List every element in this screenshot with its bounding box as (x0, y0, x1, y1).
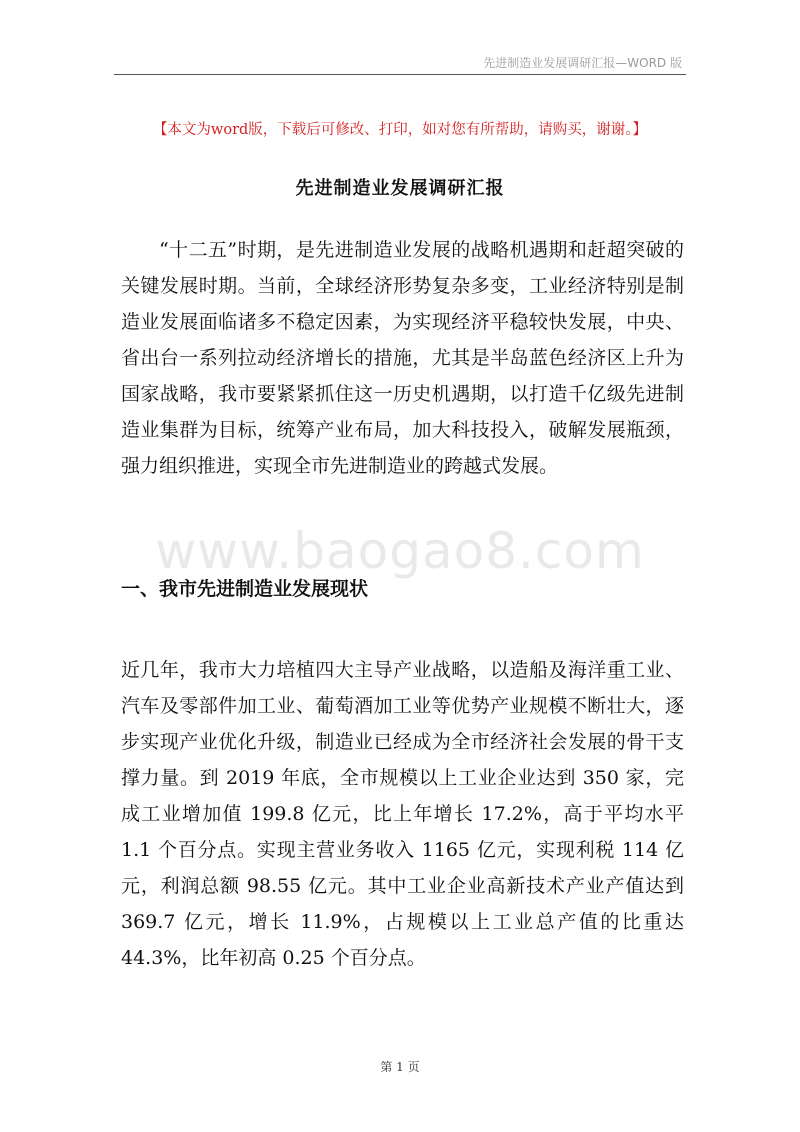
download-notice: 【本文为word版，下载后可修改、打印，如对您有所帮助，请购买，谢谢。】 (152, 122, 648, 138)
watermark: www.baogao8.com (155, 522, 645, 580)
section-heading: 一、我市先进制造业发展现状 (121, 578, 369, 600)
status-paragraph: 近几年，我市大力培植四大主导产业战略，以造船及海洋重工业、汽车及零部件加工业、葡萄酒加工业等优势产业规模不断壮大，逐步实现产业优化升级，制造业已经成为全市经济社会发展的骨干支撑力量。到 2019 年底，全市规模以上工业企业达到 350 家，完成工业增加值 199.8 亿元，比上年增长 17.2%，高于平均水平 1.1 个百分点。实现主营业务收入 1165 亿元，实现利税 114 亿元，利润总额 98.55 亿元。其中工业企业高新技术产业产值达到 369.7 亿元，增长 11.9%，占规模以上工业总产值的比重达 44.3%，比年初高 0.25 个百分点。 (121, 659, 684, 969)
running-header: 先进制造业发展调研汇报—WORD 版 (483, 56, 682, 70)
page-number: 第 1 页 (380, 1060, 420, 1074)
header-divider (114, 74, 686, 75)
intro-paragraph: “十二五”时期，是先进制造业发展的战略机遇期和赶超突破的关键发展时期。当前，全球经济形势复杂多变，工业经济特别是制造业发展面临诸多不稳定因素，为实现经济平稳较快发展，中央、省出台一系列拉动经济增长的措施，尤其是半岛蓝色经济区上升为国家战略，我市要紧紧抓住这一历史机遇期，以打造千亿级先进制造业集群为目标，统筹产业布局，加大科技投入，破解发展瓶颈，强力组织推进，实现全市先进制造业的跨越式发展。 (121, 239, 684, 477)
document-title: 先进制造业发展调研汇报 (295, 178, 505, 199)
